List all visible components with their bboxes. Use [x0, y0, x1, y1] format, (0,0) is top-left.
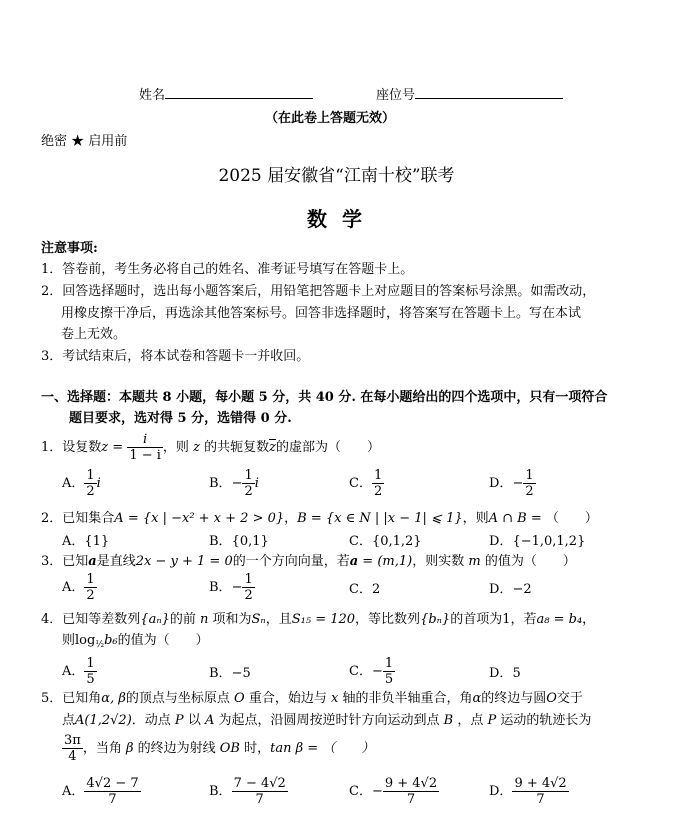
- seat-label: 座位号: [376, 88, 416, 103]
- q1-option-a: A． $\frac{1}{2}$ i: [62, 468, 101, 499]
- question-2: 2．已知集合A = {x | −x² + x + 2 > 0}，B = {x ∈ N | |x − 1| ⩽ 1}，则A ∩ B = （ ）: [41, 511, 598, 526]
- q3-option-d: D．−2: [489, 582, 532, 597]
- question-1: 1．设复数z = $\frac{i}{1 - i}$ ，则 z 的共轭复数$\overline{z}$的虚部为（ ）: [41, 432, 380, 463]
- notice-item-1: 1．答卷前，考生务必将自己的姓名、准考证号填写在答题卡上。: [41, 262, 414, 277]
- question-5-line3: $\frac{3\pi}{4}$ ，当角 β 的终边为射线 OB 时，tan β = （ ）: [64, 733, 375, 764]
- question-5: 5．已知角α, β的顶点与坐标原点 O 重合，始边与 x 轴的非负半轴重合，角α的终边与圆O交于: [41, 691, 583, 706]
- q1-option-d: D．− $\frac{1}{2}$: [489, 468, 534, 499]
- q4-option-b: B．−5: [209, 666, 251, 681]
- subject-title: 数 学: [307, 207, 366, 231]
- seat-blank: [415, 86, 563, 99]
- q2-option-c: C．{0,1,2}: [349, 534, 422, 549]
- notice-item-3: 3．考试结束后，将本试卷和答题卡一并收回。: [41, 349, 310, 364]
- q5-option-b: B． $\frac{7 - 4√2}{7}$: [209, 776, 286, 807]
- q2-option-a: A．{1}: [62, 534, 110, 549]
- section-heading-cont: 题目要求，选对得 5 分，选错得 0 分.: [69, 411, 292, 426]
- question-4: 4．已知等差数列{aₙ}的前 n 项和为Sₙ，且S₁₅ = 120，等比数列{bₙ}的首项为1，若a₈ = b₄，: [41, 612, 596, 627]
- notice-title: 注意事项:: [41, 241, 98, 256]
- q3-option-c: C．2: [349, 582, 381, 597]
- q1-option-c: C． $\frac{1}{2}$: [349, 468, 383, 499]
- q1-option-b: B．− $\frac{1}{2}$ i: [209, 468, 259, 499]
- q1-fraction: $\frac{i}{1 - i}$: [129, 432, 161, 463]
- q3-option-b: B．− $\frac{1}{2}$: [209, 572, 253, 603]
- section-heading: 一、选择题：本题共 8 小题，每小题 5 分，共 40 分. 在每小题给出的四个选项中，只有一项符合: [41, 390, 608, 405]
- notice-item-2-cont: 用橡皮擦干净后，再选涂其他答案标号。回答非选择题时，将答案写在答题卡上。写在本试: [61, 306, 582, 321]
- name-blank: [165, 86, 313, 99]
- invalid-note: （在此卷上答题无效）: [265, 111, 396, 126]
- name-field: [139, 86, 313, 105]
- notice-item-2-end: 卷上无效。: [61, 327, 127, 342]
- q5-option-c: C．− $\frac{9 + 4√2}{7}$: [349, 776, 438, 807]
- q4-option-c: C．− $\frac{1}{5}$: [349, 656, 394, 687]
- q2-option-d: D．{−1,0,1,2}: [489, 534, 586, 549]
- q4-option-a: A． $\frac{1}{5}$: [62, 656, 95, 687]
- q2-option-b: B．{0,1}: [209, 534, 269, 549]
- notice-item-2: 2．回答选择题时，选出每小题答案后，用铅笔把答题卡上对应题目的答案标号涂黑。如需改动，: [41, 284, 596, 299]
- q5-option-a: A． $\frac{4√2 - 7}{7}$: [62, 776, 139, 807]
- question-4-cont: 则$\log_{\frac{1}{2}}b_6$的值为（ ）: [62, 633, 209, 650]
- seat-field: [376, 86, 563, 105]
- question-3: 3．已知a是直线2x − y + 1 = 0的一个方向向量，若a = (m,1)，则实数 m 的值为（ ）: [41, 554, 576, 569]
- exam-title: 2025 届安徽省“江南十校”联考: [218, 166, 455, 186]
- question-5-line2: 点A(1,2√2)．动点 P 以 A 为起点，沿圆周按逆时针方向运动到点 B ，点 P 运动的轨迹长为: [62, 713, 592, 728]
- secret-mark: 绝密 ★ 启用前: [41, 134, 128, 149]
- name-label: 姓名: [139, 88, 166, 103]
- q5-option-d: D． $\frac{9 + 4√2}{7}$: [489, 776, 567, 807]
- q4-option-d: D．5: [489, 666, 521, 681]
- q3-option-a: A． $\frac{1}{2}$: [62, 572, 95, 603]
